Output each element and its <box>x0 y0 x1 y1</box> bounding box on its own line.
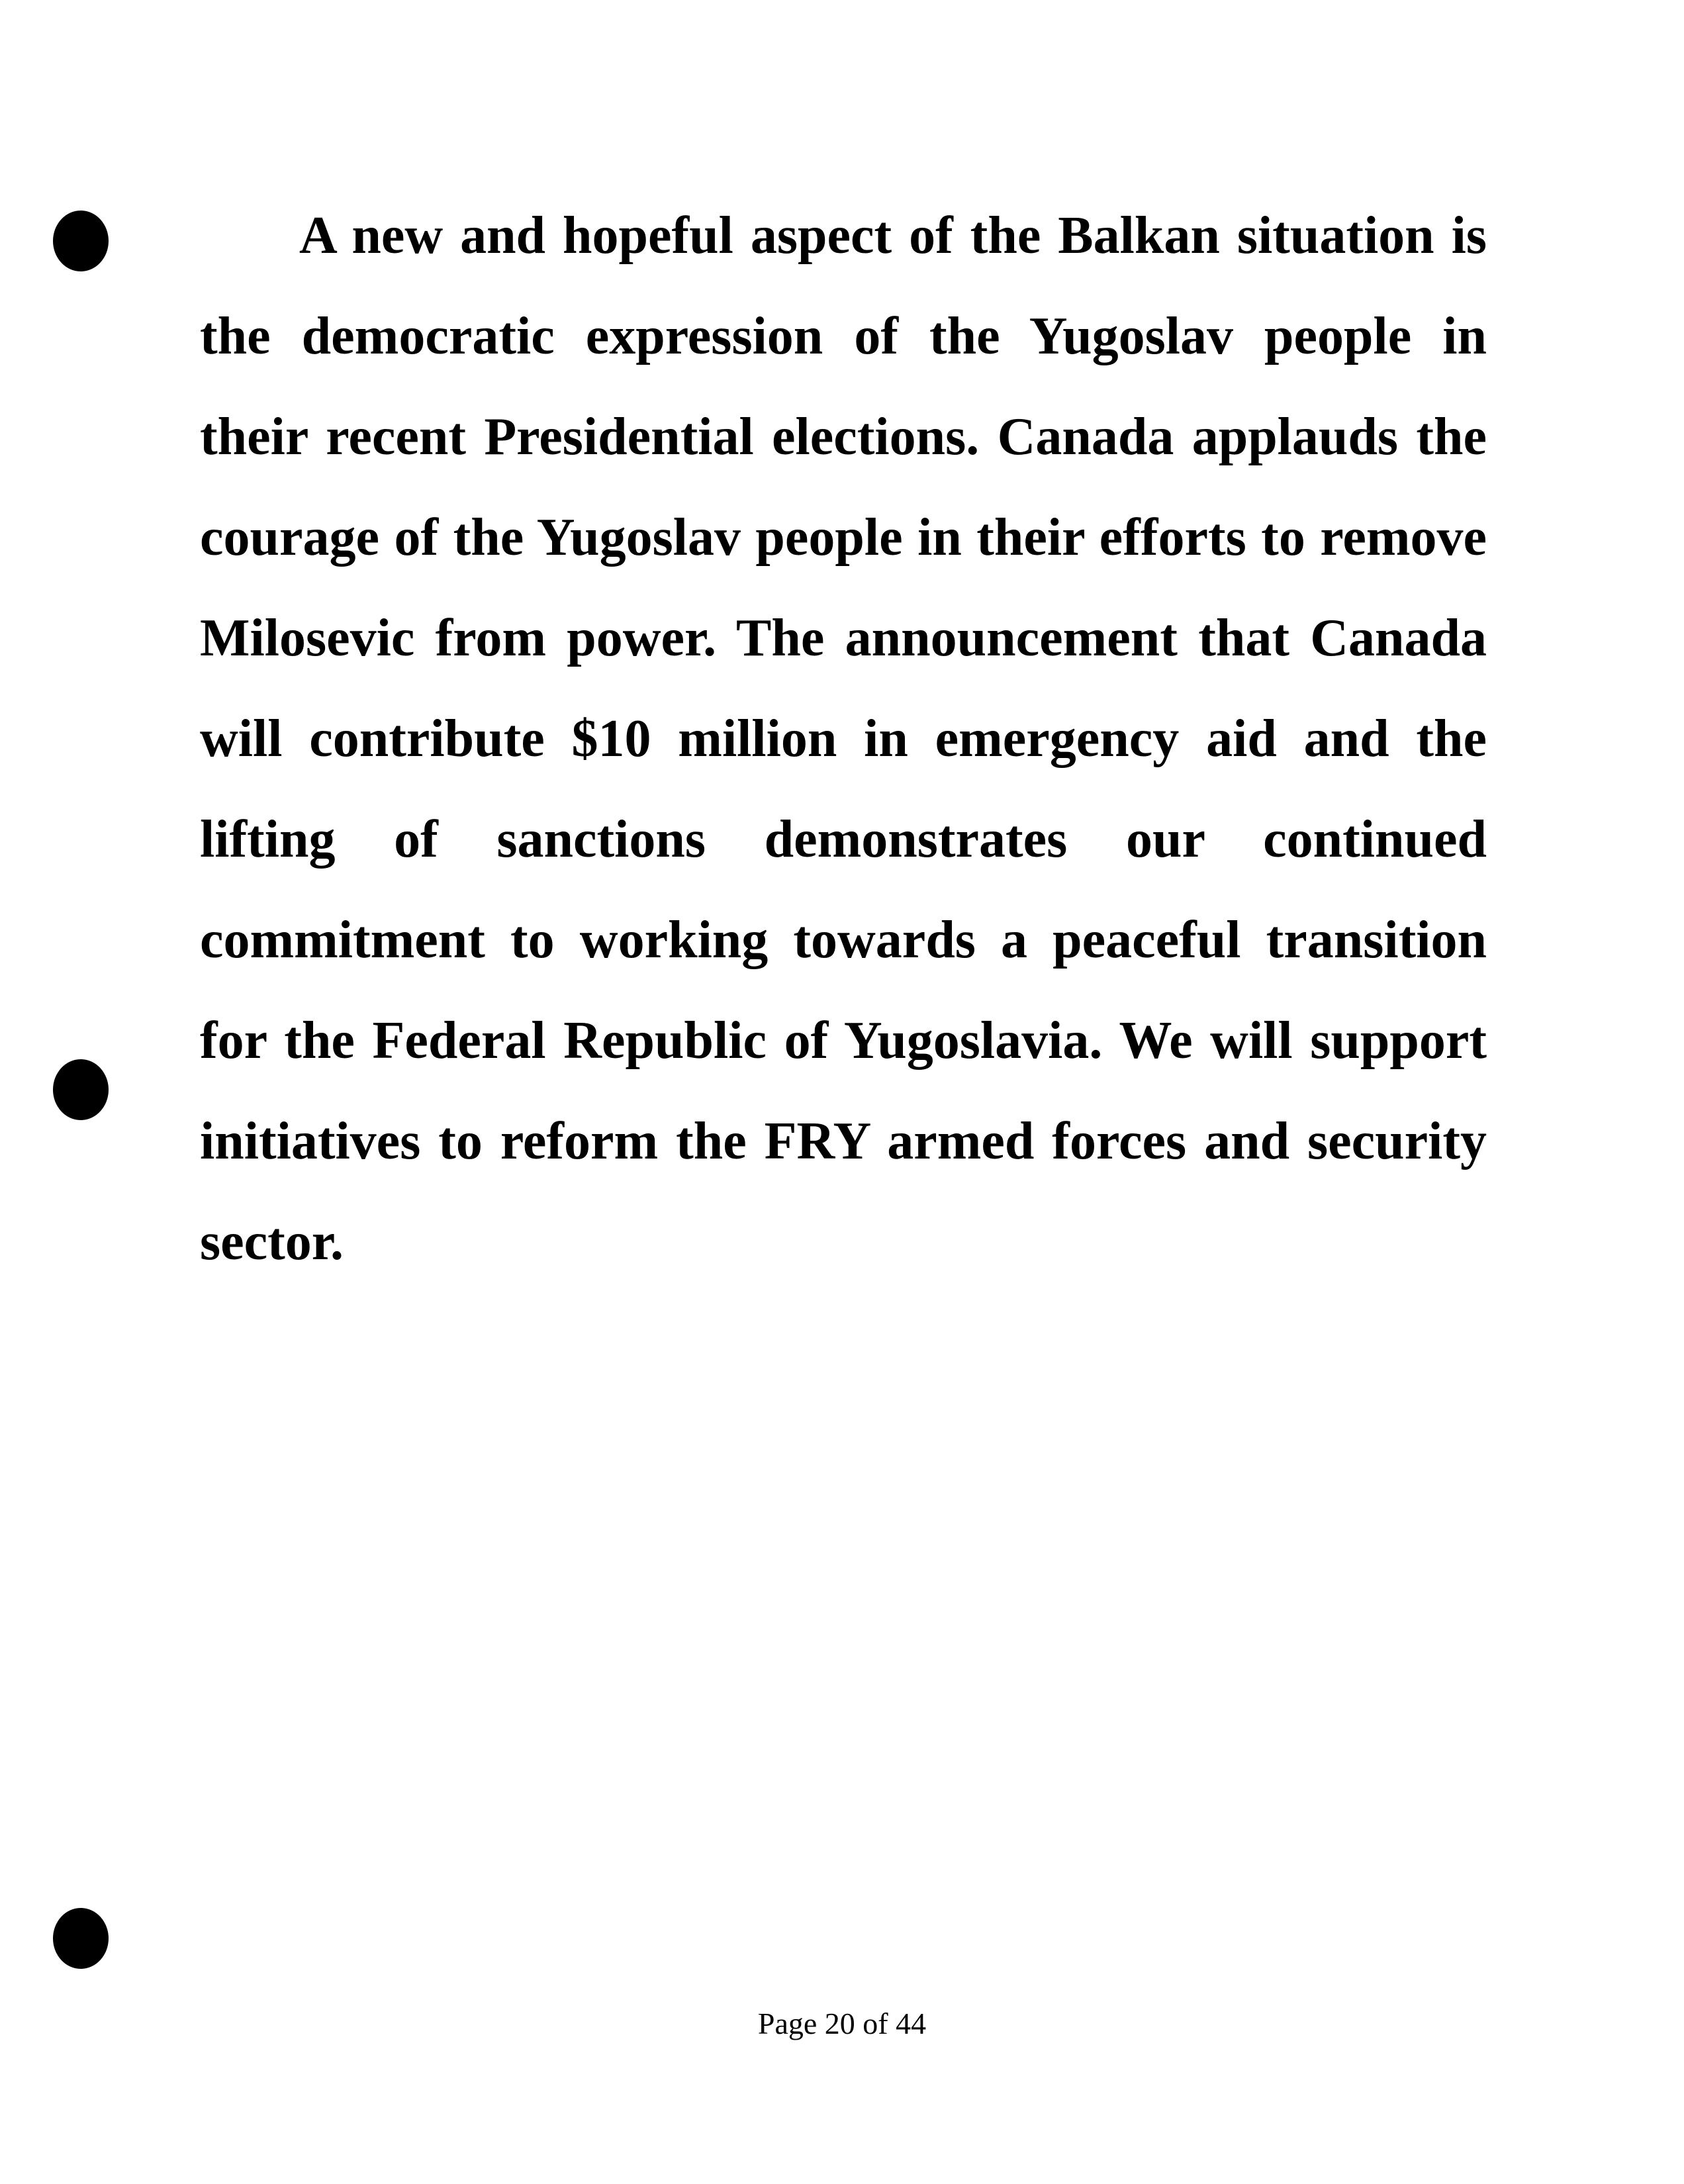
paragraph-line: for the Federal Republic of Yugoslavia. We will support <box>200 1012 1487 1070</box>
paragraph-line: A new and hopeful aspect of the Balkan situation is <box>299 207 1487 265</box>
paragraph-line: will contribute $10 million in emergency aid and the <box>200 710 1487 768</box>
paragraph-line: lifting of sanctions demonstrates our continued <box>200 810 1487 869</box>
paragraph-line: Milosevic from power. The announcement that Canada <box>200 609 1487 667</box>
paragraph-line: the democratic expression of the Yugoslav people in <box>200 307 1487 365</box>
paragraph-line: initiatives to reform the FRY armed forces and security <box>200 1112 1487 1170</box>
paragraph-line: sector. <box>200 1213 344 1271</box>
punch-hole-top <box>53 211 109 271</box>
page-number-footer: Page 20 of 44 <box>757 2007 927 2040</box>
paragraph-line: courage of the Yugoslav people in their efforts to remove <box>200 508 1487 567</box>
paragraph-line: commitment to working towards a peaceful transition <box>200 911 1487 969</box>
punch-hole-bottom <box>53 1908 109 1969</box>
paragraph-line: their recent Presidential elections. Canada applauds the <box>200 408 1487 466</box>
punch-hole-middle <box>53 1059 109 1120</box>
body-paragraph <box>200 185 1487 1292</box>
